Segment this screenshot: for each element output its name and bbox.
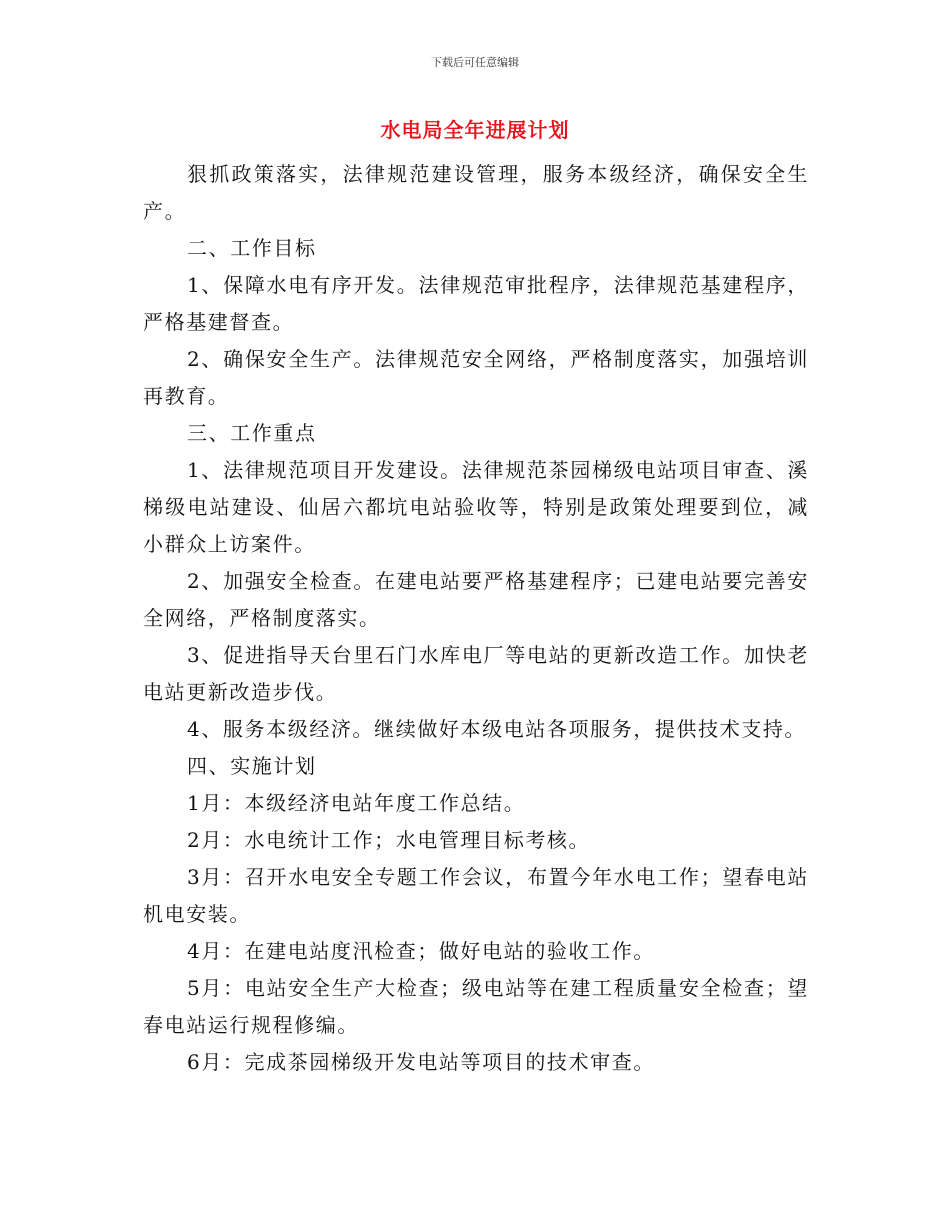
paragraph-intro: 狠抓政策落实，法律规范建设管理，服务本级经济，确保安全生产。 (143, 162, 809, 223)
document-body (143, 156, 809, 1081)
document-title: 水电局全年进展计划 (380, 118, 570, 142)
paragraph-goal-2: 2、确保安全生产。法律规范安全网络，严格制度落实，加强培训再教育。 (143, 347, 809, 408)
section-heading-goals: 二、工作目标 (187, 236, 317, 260)
paragraph-priority-4: 4、服务本级经济。继续做好本级电站各项服务，提供技术支持。 (187, 717, 807, 741)
paragraph-goal-1: 1、保障水电有序开发。法律规范审批程序，法律规范基建程序，严格基建督查。 (143, 273, 809, 334)
section-heading-plan: 四、实施计划 (187, 754, 317, 778)
paragraph-plan-april: 4月：在建电站度汛检查；做好电站的验收工作。 (187, 939, 655, 963)
paragraph-plan-may: 5月：电站安全生产大检查；级电站等在建工程质量安全检查；望春电站运行规程修编。 (143, 976, 809, 1037)
paragraph-plan-january: 1月：本级经济电站年度工作总结。 (187, 791, 526, 815)
paragraph-priority-2: 2、加强安全检查。在建电站要严格基建程序；已建电站要完善安全网络，严格制度落实。 (143, 569, 809, 630)
paragraph-plan-march: 3月：召开水电安全专题工作会议，布置今年水电工作；望春电站机电安装。 (143, 865, 809, 926)
paragraph-priority-3: 3、促进指导天台里石门水库电厂等电站的更新改造工作。加快老电站更新改造步伐。 (143, 643, 809, 704)
paragraph-plan-june: 6月：完成茶园梯级开发电站等项目的技术审查。 (187, 1050, 655, 1074)
section-heading-priorities: 三、工作重点 (187, 421, 317, 445)
paragraph-priority-1: 1、法律规范项目开发建设。法律规范茶园梯级电站项目审查、溪梯级电站建设、仙居六都坑电站验收等，特别是政策处理要到位，减小群众上访案件。 (143, 458, 809, 556)
header-note: 下载后可任意编辑 (431, 56, 519, 69)
paragraph-plan-february: 2月：水电统计工作；水电管理目标考核。 (187, 828, 591, 852)
